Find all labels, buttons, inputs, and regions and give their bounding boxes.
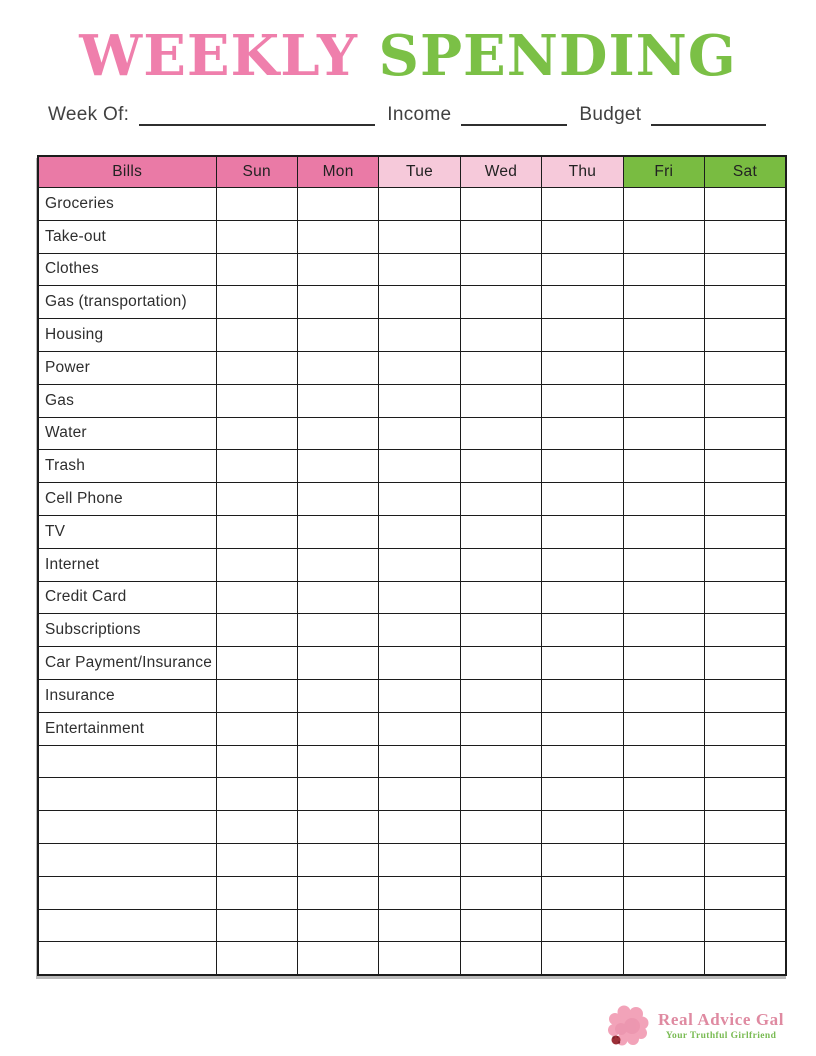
flower-logo-icon xyxy=(608,1004,651,1048)
table-row xyxy=(38,647,786,680)
table-row xyxy=(38,843,786,876)
amount-cell xyxy=(623,548,704,581)
amount-cell xyxy=(216,515,297,548)
amount-cell xyxy=(623,253,704,286)
table-row xyxy=(38,319,786,352)
amount-cell xyxy=(460,319,541,352)
bill-label-cell: Take-out xyxy=(38,220,216,253)
amount-cell xyxy=(297,384,378,417)
title-word-weekly: WEEKLY xyxy=(79,23,358,89)
bill-label-cell: Gas xyxy=(38,384,216,417)
day-column-header-fri: Fri xyxy=(623,156,704,188)
amount-cell xyxy=(379,417,460,450)
amount-cell xyxy=(379,843,460,876)
amount-cell xyxy=(542,614,623,647)
amount-cell xyxy=(623,581,704,614)
amount-cell xyxy=(216,286,297,319)
amount-cell xyxy=(542,286,623,319)
amount-cell xyxy=(705,548,786,581)
amount-cell xyxy=(705,286,786,319)
amount-cell xyxy=(542,909,623,942)
table-row xyxy=(38,745,786,778)
bill-label-cell: Subscriptions xyxy=(38,614,216,647)
amount-cell xyxy=(379,712,460,745)
amount-cell xyxy=(297,253,378,286)
amount-cell xyxy=(460,581,541,614)
amount-cell xyxy=(297,319,378,352)
bill-label-cell: Groceries xyxy=(38,188,216,221)
amount-cell xyxy=(460,712,541,745)
amount-cell xyxy=(705,679,786,712)
amount-cell xyxy=(460,843,541,876)
amount-cell xyxy=(216,417,297,450)
amount-cell xyxy=(542,811,623,844)
amount-cell xyxy=(216,483,297,516)
bill-label-cell: TV xyxy=(38,515,216,548)
title-word-spending: SPENDING xyxy=(378,23,737,89)
amount-cell xyxy=(542,450,623,483)
amount-cell xyxy=(297,188,378,221)
amount-cell xyxy=(623,745,704,778)
bill-label-cell: Clothes xyxy=(38,253,216,286)
table-row xyxy=(38,942,786,975)
amount-cell xyxy=(460,745,541,778)
bill-label-cell: Housing xyxy=(38,319,216,352)
amount-cell xyxy=(623,843,704,876)
amount-cell xyxy=(379,909,460,942)
amount-cell xyxy=(297,614,378,647)
amount-cell xyxy=(623,188,704,221)
amount-cell xyxy=(379,745,460,778)
amount-cell xyxy=(542,483,623,516)
amount-cell xyxy=(460,450,541,483)
table-row xyxy=(38,450,786,483)
amount-cell xyxy=(460,253,541,286)
amount-cell xyxy=(379,647,460,680)
amount-cell xyxy=(460,909,541,942)
table-body xyxy=(38,188,786,976)
amount-cell xyxy=(542,188,623,221)
amount-cell xyxy=(542,351,623,384)
amount-cell xyxy=(379,450,460,483)
amount-cell xyxy=(623,778,704,811)
table-row xyxy=(38,515,786,548)
bill-label-cell: Car Payment/Insurance xyxy=(38,647,216,680)
amount-cell xyxy=(623,384,704,417)
amount-cell xyxy=(379,286,460,319)
spending-table xyxy=(37,155,787,976)
amount-cell xyxy=(542,778,623,811)
amount-cell xyxy=(216,548,297,581)
amount-cell xyxy=(542,876,623,909)
table-row xyxy=(38,548,786,581)
amount-cell xyxy=(379,548,460,581)
bill-label-cell xyxy=(38,778,216,811)
amount-cell xyxy=(216,384,297,417)
table-row xyxy=(38,220,786,253)
amount-cell xyxy=(623,286,704,319)
amount-cell xyxy=(460,942,541,975)
amount-cell xyxy=(379,188,460,221)
amount-cell xyxy=(705,483,786,516)
amount-cell xyxy=(542,581,623,614)
amount-cell xyxy=(460,614,541,647)
amount-cell xyxy=(379,778,460,811)
bill-label-cell: Trash xyxy=(38,450,216,483)
amount-cell xyxy=(623,483,704,516)
amount-cell xyxy=(542,679,623,712)
amount-cell xyxy=(460,417,541,450)
amount-cell xyxy=(542,745,623,778)
amount-cell xyxy=(460,286,541,319)
amount-cell xyxy=(705,876,786,909)
amount-cell xyxy=(216,876,297,909)
amount-cell xyxy=(297,450,378,483)
amount-cell xyxy=(297,548,378,581)
amount-cell xyxy=(460,384,541,417)
amount-cell xyxy=(379,876,460,909)
amount-cell xyxy=(216,450,297,483)
table-row xyxy=(38,286,786,319)
amount-cell xyxy=(297,581,378,614)
amount-cell xyxy=(542,253,623,286)
amount-cell xyxy=(705,778,786,811)
amount-cell xyxy=(216,253,297,286)
table-row xyxy=(38,876,786,909)
amount-cell xyxy=(297,909,378,942)
amount-cell xyxy=(623,942,704,975)
table-row xyxy=(38,712,786,745)
amount-cell xyxy=(460,778,541,811)
amount-cell xyxy=(297,745,378,778)
amount-cell xyxy=(542,712,623,745)
amount-cell xyxy=(623,351,704,384)
amount-cell xyxy=(216,909,297,942)
amount-cell xyxy=(542,417,623,450)
header-fields xyxy=(48,103,768,128)
amount-cell xyxy=(379,220,460,253)
amount-cell xyxy=(379,614,460,647)
table-row xyxy=(38,351,786,384)
amount-cell xyxy=(216,581,297,614)
amount-cell xyxy=(705,843,786,876)
brand-tagline: Your Truthful Girlfriend xyxy=(665,1030,777,1041)
amount-cell xyxy=(542,942,623,975)
bill-label-cell xyxy=(38,876,216,909)
brand-text-block xyxy=(658,1011,784,1041)
bill-label-cell xyxy=(38,745,216,778)
amount-cell xyxy=(705,188,786,221)
amount-cell xyxy=(379,811,460,844)
amount-cell xyxy=(216,188,297,221)
table-row xyxy=(38,778,786,811)
amount-cell xyxy=(705,351,786,384)
bill-label-cell xyxy=(38,843,216,876)
amount-cell xyxy=(216,745,297,778)
bill-label-cell: Cell Phone xyxy=(38,483,216,516)
amount-cell xyxy=(379,581,460,614)
amount-cell xyxy=(216,712,297,745)
amount-cell xyxy=(379,384,460,417)
income-blank-line xyxy=(461,110,567,126)
table-row xyxy=(38,614,786,647)
amount-cell xyxy=(705,253,786,286)
amount-cell xyxy=(216,811,297,844)
table-row xyxy=(38,417,786,450)
amount-cell xyxy=(705,384,786,417)
amount-cell xyxy=(297,286,378,319)
amount-cell xyxy=(623,909,704,942)
amount-cell xyxy=(297,220,378,253)
bill-label-cell: Power xyxy=(38,351,216,384)
table-row xyxy=(38,811,786,844)
bill-label-cell: Insurance xyxy=(38,679,216,712)
amount-cell xyxy=(705,811,786,844)
brand-footer xyxy=(608,1004,784,1048)
amount-cell xyxy=(297,351,378,384)
bill-label-cell: Water xyxy=(38,417,216,450)
brand-name: Real Advice Gal xyxy=(658,1009,785,1029)
table-row xyxy=(38,581,786,614)
amount-cell xyxy=(297,647,378,680)
amount-cell xyxy=(216,319,297,352)
day-column-header-wed: Wed xyxy=(460,156,541,188)
amount-cell xyxy=(379,483,460,516)
amount-cell xyxy=(379,679,460,712)
amount-cell xyxy=(460,483,541,516)
amount-cell xyxy=(297,778,378,811)
amount-cell xyxy=(379,351,460,384)
amount-cell xyxy=(623,876,704,909)
amount-cell xyxy=(623,417,704,450)
amount-cell xyxy=(705,319,786,352)
table-row xyxy=(38,679,786,712)
amount-cell xyxy=(460,679,541,712)
amount-cell xyxy=(460,188,541,221)
week-of-label: Week Of: xyxy=(48,104,130,125)
amount-cell xyxy=(297,843,378,876)
day-column-header-sun: Sun xyxy=(216,156,297,188)
amount-cell xyxy=(460,220,541,253)
amount-cell xyxy=(623,319,704,352)
week-of-blank-line xyxy=(139,110,375,126)
day-column-header-sat: Sat xyxy=(705,156,786,188)
bill-label-cell: Internet xyxy=(38,548,216,581)
day-column-header-thu: Thu xyxy=(542,156,623,188)
budget-blank-line xyxy=(651,110,766,126)
amount-cell xyxy=(542,220,623,253)
amount-cell xyxy=(623,450,704,483)
table-row xyxy=(38,253,786,286)
amount-cell xyxy=(705,909,786,942)
amount-cell xyxy=(216,614,297,647)
amount-cell xyxy=(216,647,297,680)
bill-label-cell: Credit Card xyxy=(38,581,216,614)
amount-cell xyxy=(542,384,623,417)
table-row xyxy=(38,483,786,516)
amount-cell xyxy=(297,942,378,975)
bill-label-cell xyxy=(38,942,216,975)
amount-cell xyxy=(460,876,541,909)
amount-cell xyxy=(705,417,786,450)
amount-cell xyxy=(542,548,623,581)
amount-cell xyxy=(623,679,704,712)
amount-cell xyxy=(705,745,786,778)
amount-cell xyxy=(379,319,460,352)
bill-label-cell xyxy=(38,909,216,942)
table-row xyxy=(38,909,786,942)
amount-cell xyxy=(705,220,786,253)
amount-cell xyxy=(216,679,297,712)
amount-cell xyxy=(705,942,786,975)
bills-column-header: Bills xyxy=(38,156,216,188)
bill-label-cell: Gas (transportation) xyxy=(38,286,216,319)
amount-cell xyxy=(542,319,623,352)
amount-cell xyxy=(297,417,378,450)
amount-cell xyxy=(705,450,786,483)
amount-cell xyxy=(216,843,297,876)
amount-cell xyxy=(705,647,786,680)
amount-cell xyxy=(379,515,460,548)
amount-cell xyxy=(460,811,541,844)
amount-cell xyxy=(542,647,623,680)
day-column-header-mon: Mon xyxy=(297,156,378,188)
amount-cell xyxy=(379,942,460,975)
amount-cell xyxy=(460,515,541,548)
amount-cell xyxy=(379,253,460,286)
amount-cell xyxy=(460,548,541,581)
amount-cell xyxy=(460,647,541,680)
amount-cell xyxy=(542,515,623,548)
table-header-row xyxy=(38,156,786,188)
budget-label: Budget xyxy=(579,104,642,125)
amount-cell xyxy=(542,843,623,876)
amount-cell xyxy=(297,515,378,548)
amount-cell xyxy=(297,811,378,844)
amount-cell xyxy=(623,515,704,548)
amount-cell xyxy=(297,712,378,745)
table-row xyxy=(38,188,786,221)
bill-label-cell: Entertainment xyxy=(38,712,216,745)
amount-cell xyxy=(705,614,786,647)
amount-cell xyxy=(297,876,378,909)
table-row xyxy=(38,384,786,417)
bill-label-cell xyxy=(38,811,216,844)
income-label: Income xyxy=(387,104,452,125)
amount-cell xyxy=(216,351,297,384)
amount-cell xyxy=(705,581,786,614)
amount-cell xyxy=(705,712,786,745)
amount-cell xyxy=(297,679,378,712)
amount-cell xyxy=(216,778,297,811)
day-column-header-tue: Tue xyxy=(379,156,460,188)
amount-cell xyxy=(623,712,704,745)
amount-cell xyxy=(216,220,297,253)
amount-cell xyxy=(623,220,704,253)
amount-cell xyxy=(623,647,704,680)
page-title xyxy=(0,24,816,88)
amount-cell xyxy=(623,811,704,844)
amount-cell xyxy=(216,942,297,975)
amount-cell xyxy=(705,515,786,548)
amount-cell xyxy=(460,351,541,384)
amount-cell xyxy=(623,614,704,647)
amount-cell xyxy=(297,483,378,516)
